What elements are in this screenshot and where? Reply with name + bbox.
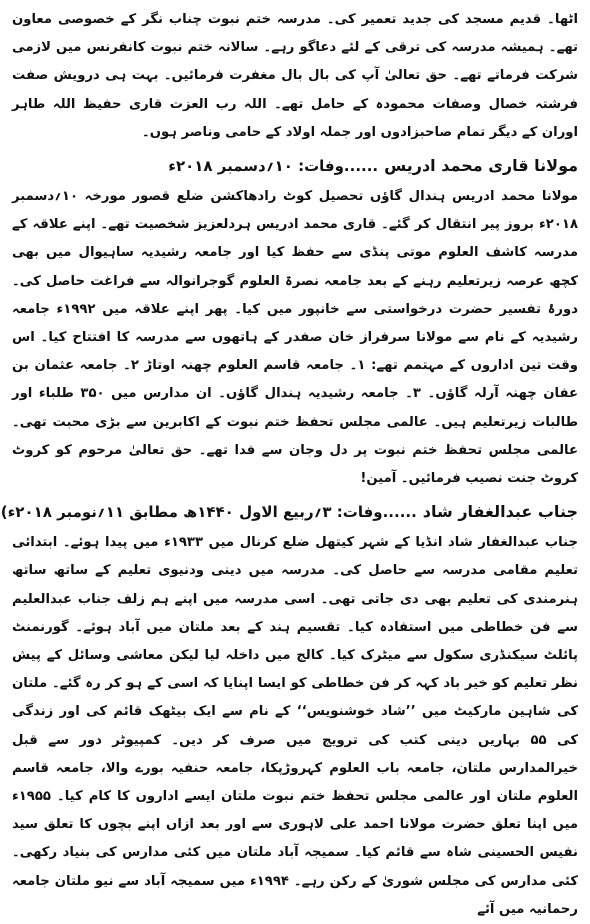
heading-date: ......وفات: ۱۰؍دسمبر ۲۰۱۸ء xyxy=(168,157,379,176)
paragraph-qari-muhammad-idrees: مولانا محمد ادریس ہندال گاؤں تحصیل کوٹ رادھاکشن ضلع قصور مورخہ ۱۰؍دسمبر ۲۰۱۸ء بروز پیر انتقال کر گئے۔ قاری محمد ادریس ہردلعزیز شخصیت تھے۔ اپنے علاقہ کے مدرسہ کاشف العلوم موتی پنڈی سے حفظ کیا اور جامعہ رشیدیہ ساہیوال میں بھی کچھ عرصہ زیرتعلیم رہنے کے بعد جامعہ نصرۃ العلوم گوجرانوالہ سے فراغت حاصل کی۔ دورۂ تفسیر حضرت درخواستی سے خانپور میں کیا۔ پھر اپنے علاقہ میں ۱۹۹۲ء جامعہ رشیدیہ کے نام سے مولانا سرفراز خان صفدر کے ہاتھوں سے مدرسہ کا افتتاح کیا۔ اس وقت تین اداروں کے مہتمم تھے: ۱۔ جامعہ قاسم العلوم چھنہ اوتاڑ ۲۔ جامعہ عثمان بن عفان چھنہ آرلہ گاؤں۔ ۳۔ جامعہ رشیدیہ ہندال گاؤں۔ ان مدارس میں ۳۵۰ طلباء اور طالبات زیرتعلیم ہیں۔ عالمی مجلس تحفظ ختم نبوت کے اکابرین سے بڑی محبت تھی۔ عالمی مجلس تحفظ ختم نبوت پر دل وجان سے فدا تھے۔ حق تعالیٰ مرحوم کو کروٹ کروٹ جنت نصیب فرمائیں۔ آمین! xyxy=(12,189,579,487)
paragraph-obituary-intro: اٹھا۔ قدیم مسجد کی جدید تعمیر کی۔ مدرسہ ختم نبوت چناب نگر کے خصوصی معاون تھے۔ ہمیشہ مدرسہ کی ترقی کے لئے دعاگو رہے۔ سالانہ ختم نبوت کانفرنس میں لازمی شرکت فرماتے تھے۔ حق تعالیٰ آپ کی بال بال مغفرت فرمائیں۔ بہت ہی درویش صفت فرشتہ خصال وصفات محمودہ کے حامل تھے۔ اللہ رب العزت قاری حفیظ اللہ طاہر اوران کے دیگر تمام صاحبزادوں اور جملہ اولاد کے حامی وناصر ہوں۔ xyxy=(12,12,578,140)
paragraph-abdul-ghaffar-shad: جناب عبدالغفار شاد انڈیا کے شہر کیتھل ضلع کرنال میں ۱۹۳۳ء میں پیدا ہوئے۔ ابتدائی تعلیم مقامی مدرسہ سے حاصل کی۔ مدرسہ میں دینی ودنیوی تعلیم کے ساتھ ساتھ ہنرمندی کی تعلیم بھی دی جاتی تھی۔ اسی مدرسہ میں اپنے ہم زلف جناب عبدالعلیم سے فن خطاطی میں استفادہ کیا۔ تقسیم ہند کے بعد ملتان میں آباد ہوئے۔ گورنمنٹ پائلٹ سیکنڈری سکول سے میٹرک کیا۔ کالج میں داخلہ لیا لیکن معاشی وسائل کے پیش نظر تعلیم کو خیر باد کہہ کر فن خطاطی کو ایسا اپنایا کہ اسی کے ہو کر رہ گئے۔ ملتان کی شاہین مارکیٹ میں ’’شاد خوشنویس‘‘ کے نام سے ایک بیٹھک قائم کی اور زندگی کی ۵۵ بہاریں دینی کتب کی ترویج میں صرف کر دیں۔ کمپیوٹر دور سے قبل خیرالمدارس ملتان، جامعہ باب العلوم کہروڑپکا، جامعہ حنفیہ بورے والا، جامعہ قاسم العلوم ملتان اور عالمی مجلس تحفظ ختم نبوت ملتان ایسے اداروں کا کام کیا۔ ۱۹۵۵ء میں اپنا تعلق حضرت مولانا احمد علی لاہوری سے اور بعد ازاں اپنے بچوں کا تعلق سید نفیس الحسینی شاہ سے قائم کیا۔ سمیجہ آباد ملتان میں کئی مدارس کی بنیاد رکھی۔ کئی مدارس کی مجلس شوریٰ کے رکن رہے۔ ۱۹۹۴ء میں سمیجہ آباد سے نیو ملتان جامعہ رحمانیہ میں آئے xyxy=(12,535,578,917)
obituary-heading-qari-muhammad-idrees xyxy=(12,151,578,181)
heading-name: جناب عبدالغفار شاد xyxy=(422,502,578,522)
obituary-heading-abdul-ghaffar-shad xyxy=(0,497,578,527)
heading-date: ......وفات: ۳؍ربیع الاول ۱۴۴۰ھ مطابق ۱۱؍نومبر ۲۰۱۸ء) xyxy=(0,503,417,522)
heading-name: مولانا قاری محمد ادریس xyxy=(384,156,578,176)
